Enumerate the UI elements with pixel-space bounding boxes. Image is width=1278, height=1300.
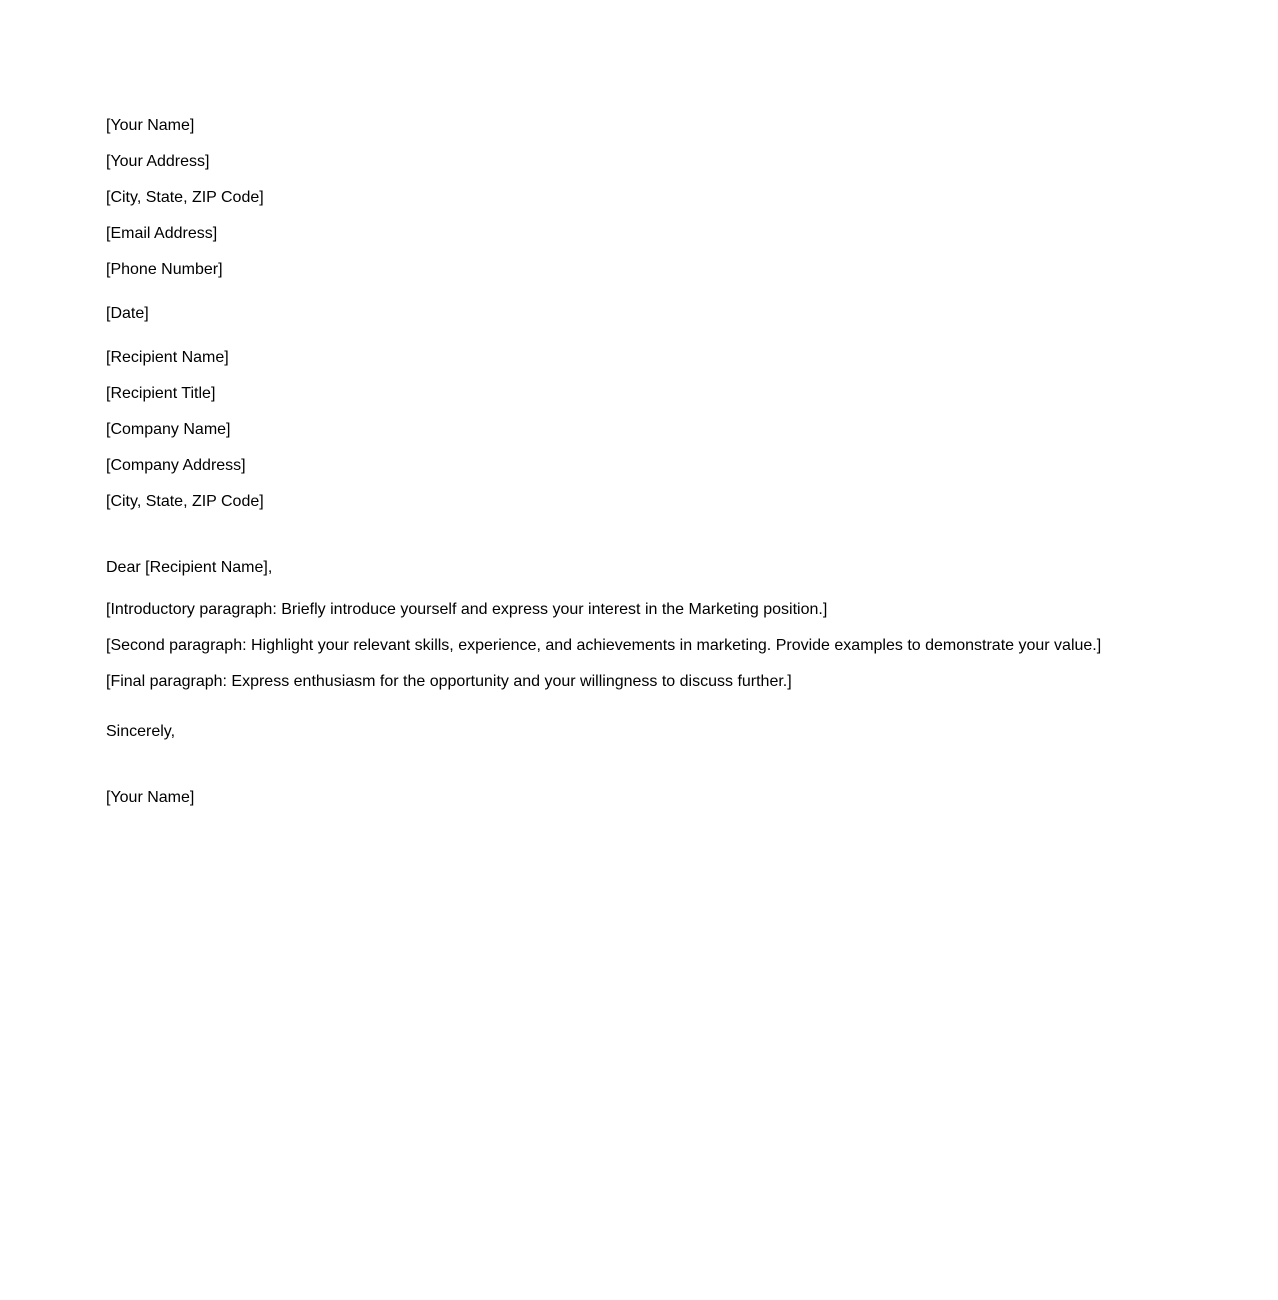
closing: Sincerely, <box>106 723 176 740</box>
second-paragraph: [Second paragraph: Highlight your relevant skills, experience, and achievements in marketing. Provide examples to demonstrate your value.] <box>106 637 1102 654</box>
sender-phone: [Phone Number] <box>106 261 223 278</box>
signature: [Your Name] <box>106 789 195 806</box>
sender-city-state-zip: [City, State, ZIP Code] <box>106 189 264 206</box>
sender-email: [Email Address] <box>106 225 218 242</box>
letter-date: [Date] <box>106 305 149 322</box>
sender-address: [Your Address] <box>106 153 210 170</box>
recipient-title: [Recipient Title] <box>106 385 216 402</box>
sender-name: [Your Name] <box>106 117 195 134</box>
recipient-name: [Recipient Name] <box>106 349 229 366</box>
salutation: Dear [Recipient Name], <box>106 559 273 576</box>
recipient-company: [Company Name] <box>106 421 231 438</box>
recipient-city-state-zip: [City, State, ZIP Code] <box>106 493 264 510</box>
intro-paragraph: [Introductory paragraph: Briefly introduce yourself and express your interest in the Marketing position.] <box>106 601 828 618</box>
final-paragraph: [Final paragraph: Express enthusiasm for the opportunity and your willingness to discuss further.] <box>106 673 792 690</box>
recipient-company-address: [Company Address] <box>106 457 246 474</box>
